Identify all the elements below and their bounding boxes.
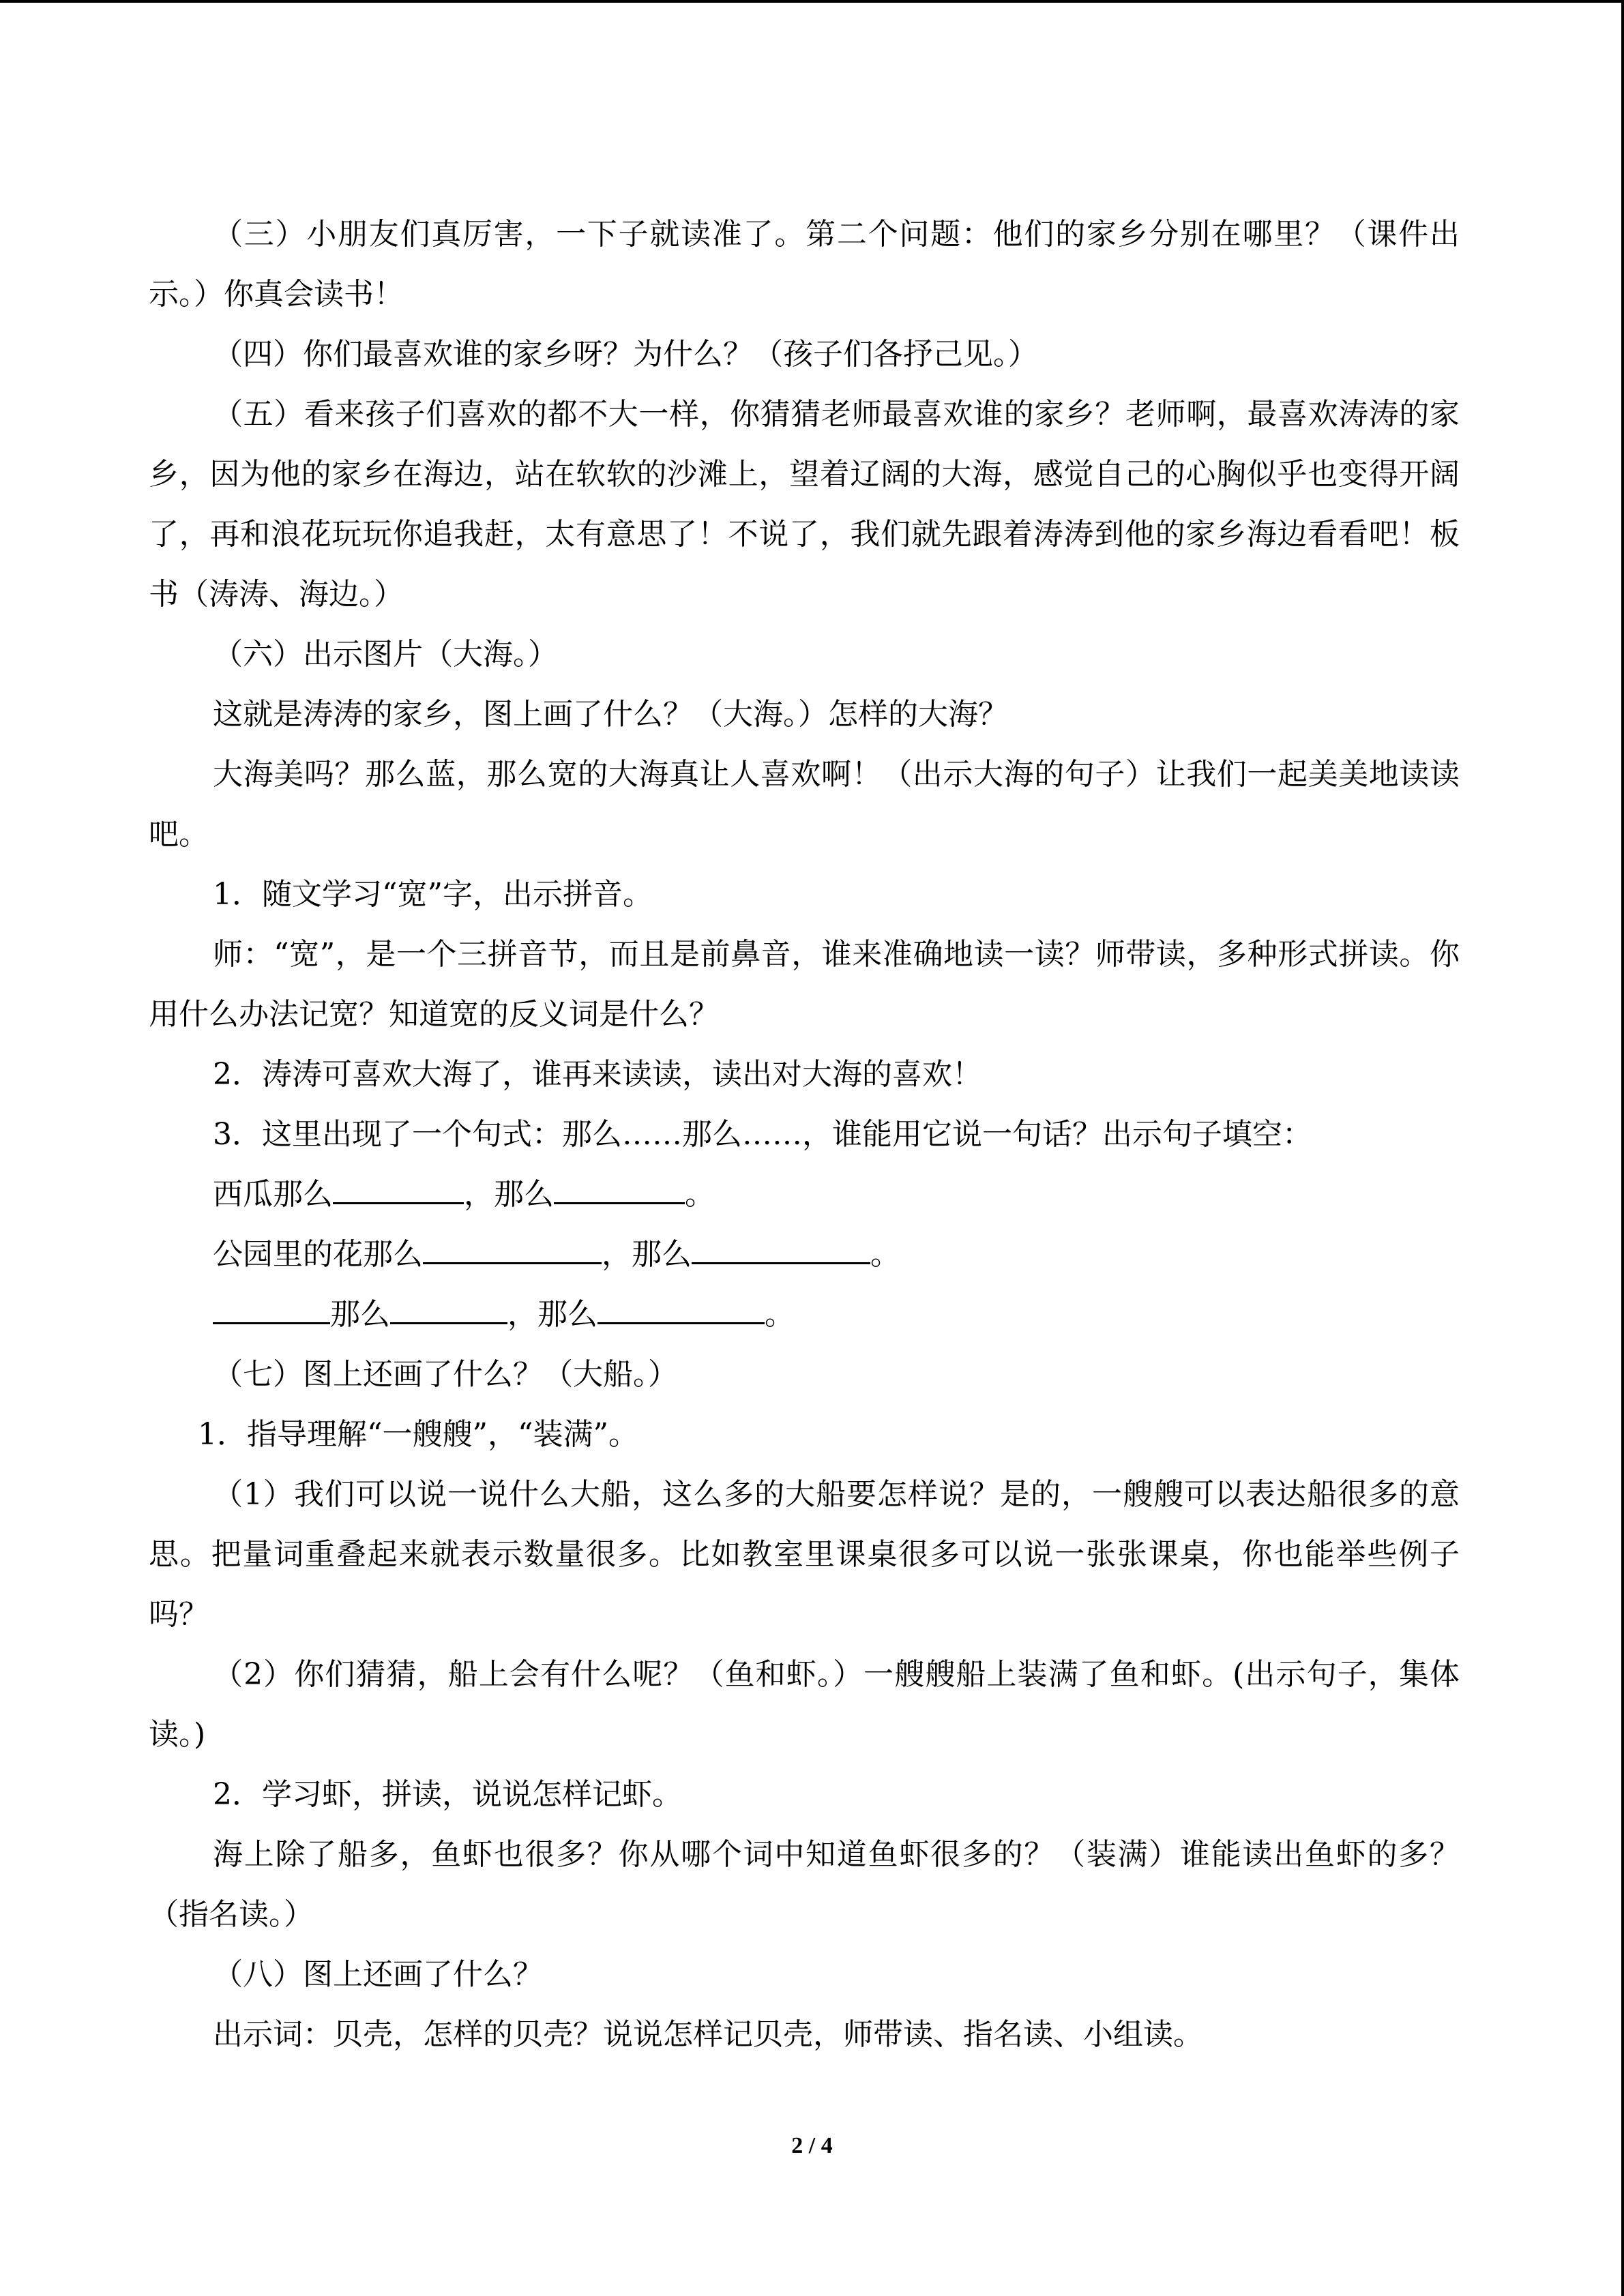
fill-blank-text: 公园里的花那么 — [213, 1237, 423, 1272]
paragraph-sub-2: （2）你们猜猜，船上会有什么呢？（鱼和虾。）一艘艘船上装满了鱼和虾。(出示句子，集体读。) — [149, 1657, 1460, 1752]
paragraph-7: （七）图上还画了什么？（大船。） — [213, 1357, 678, 1392]
page-number: 2 / 4 — [791, 2133, 833, 2158]
fill-blank — [213, 1295, 330, 1324]
paragraph-4: （四）你们最喜欢谁的家乡呀？为什么？（孩子们各抒己见。） — [213, 337, 1038, 372]
fill-blank-line-3 — [149, 1285, 1460, 1345]
fill-blank — [692, 1235, 870, 1264]
fill-blank-text: ，那么 — [507, 1297, 597, 1332]
fill-blank-text: 那么 — [330, 1297, 390, 1332]
paragraph-learn-kuan: 1．随文学习“宽”字，出示拼音。 — [213, 877, 653, 912]
fill-blank — [597, 1295, 765, 1324]
paragraph-fish-shrimp: 海上除了船多，鱼虾也很多？你从哪个词中知道鱼虾很多的？（装满）谁能读出鱼虾的多？（指名读。） — [149, 1837, 1460, 1932]
fill-blank-line-2 — [149, 1225, 1460, 1285]
paragraph-teacher-kuan: 师：“宽”，是一个三拼音节，而且是前鼻音，谁来准确地读一读？师带读，多种形式拼读。你用什么办法记宽？知道宽的反义词是什么？ — [149, 937, 1460, 1032]
fill-blank-text: 。 — [685, 1177, 715, 1212]
fill-blank-line-1 — [149, 1165, 1460, 1225]
fill-blank — [554, 1175, 685, 1204]
paragraph-learn-xia: 2．学习虾，拼读，说说怎样记虾。 — [213, 1777, 682, 1812]
paragraph-sentence-pattern: 3．这里出现了一个句式：那么……那么……，谁能用它说一句话？出示句子填空： — [213, 1117, 1312, 1152]
paragraph-6: （六）出示图片（大海。） — [213, 637, 558, 672]
paragraph-sub-1: （1）我们可以说一说什么大船，这么多的大船要怎样说？是的，一艘艘可以表达船很多的意思。把量词重叠起来就表示数量很多。比如教室里课桌很多可以说一张张课桌，你也能举些例子吗？ — [149, 1477, 1460, 1632]
fill-blank — [390, 1295, 507, 1324]
fill-blank — [333, 1175, 464, 1204]
right-border-line — [1621, 0, 1624, 2296]
paragraph-read-again: 2．涛涛可喜欢大海了，谁再来读读，读出对大海的喜欢！ — [213, 1057, 982, 1092]
fill-blank-text: 。 — [765, 1297, 795, 1332]
paragraph-sea-reading: 大海美吗？那么蓝，那么宽的大海真让人喜欢啊！（出示大海的句子）让我们一起美美地读读吧。 — [149, 757, 1460, 852]
fill-blank-text: ，那么 — [602, 1237, 692, 1272]
fill-blank-text: 西瓜那么 — [213, 1177, 333, 1212]
paragraph-8: （八）图上还画了什么？ — [213, 1957, 543, 1992]
paragraph-shell: 出示词：贝壳，怎样的贝壳？说说怎样记贝壳，师带读、指名读、小组读。 — [213, 2017, 1203, 2052]
top-border-line — [0, 0, 1624, 3]
fill-blank-text: ，那么 — [464, 1177, 554, 1212]
paragraph-3: （三）小朋友们真厉害，一下子就读准了。第二个问题：他们的家乡分别在哪里？（课件出示。）你真会读书！ — [149, 217, 1460, 312]
fill-blank — [423, 1235, 602, 1264]
paragraph-sea-question: 这就是涛涛的家乡，图上画了什么？（大海。）怎样的大海？ — [213, 697, 1008, 732]
fill-blank-text: 。 — [870, 1237, 900, 1272]
paragraph-guide-understand: 1．指导理解“一艘艘”，“装满”。 — [198, 1417, 638, 1452]
paragraph-5: （五）看来孩子们喜欢的都不大一样，你猜猜老师最喜欢谁的家乡？老师啊，最喜欢涛涛的家乡，因为他的家乡在海边，站在软软的沙滩上，望着辽阔的大海，感觉自己的心胸似乎也变得开阔了，再和浪花玩玩你追我赶，太有意思了！不说了，我们就先跟着涛涛到他的家乡海边看看吧！板书（涛涛、海边。） — [149, 397, 1460, 612]
document-body — [149, 205, 1460, 2065]
